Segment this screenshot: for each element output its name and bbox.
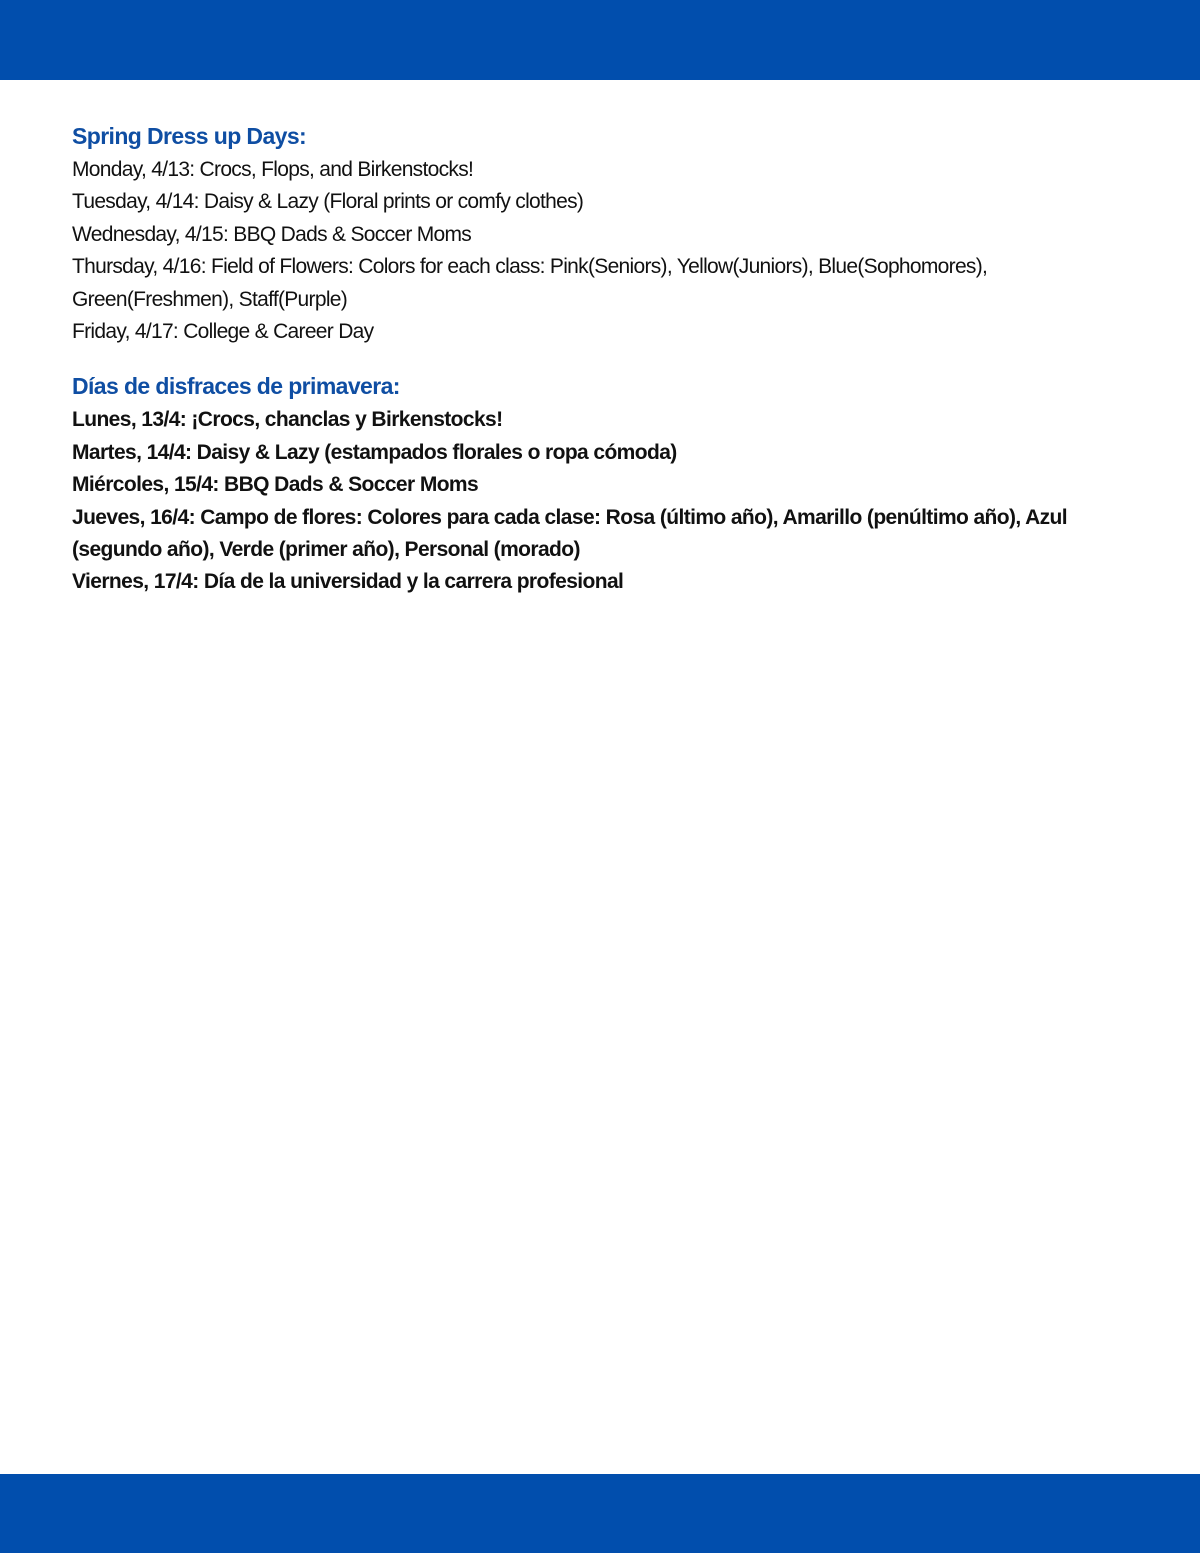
- section-heading-spanish: Días de disfraces de primavera:: [72, 373, 400, 400]
- section-spanish: [72, 368, 1132, 598]
- list-item: Jueves, 16/4: Campo de flores: Colores para cada clase: Rosa (último año), Amarillo (penúltimo año), Azul (segundo año), Verde (primer año), Personal (morado): [72, 505, 1068, 562]
- list-item: Wednesday, 4/15: BBQ Dads & Soccer Moms: [72, 222, 472, 246]
- section-english: [72, 118, 1132, 348]
- list-item: Monday, 4/13: Crocs, Flops, and Birkenstocks!: [72, 158, 474, 181]
- list-item: Martes, 14/4: Daisy & Lazy (estampados florales o ropa cómoda): [72, 440, 677, 464]
- footer-band: [0, 1474, 1200, 1553]
- dress-up-list-spanish: [72, 404, 1132, 598]
- list-item: Viernes, 17/4: Día de la universidad y la carrera profesional: [72, 570, 624, 594]
- list-item: Lunes, 13/4: ¡Crocs, chanclas y Birkenstocks!: [72, 408, 503, 432]
- dress-up-list-english: [72, 154, 1132, 348]
- list-item: Tuesday, 4/14: Daisy & Lazy (Floral prints or comfy clothes): [72, 190, 584, 214]
- document-body: [72, 118, 1132, 599]
- header-band: [0, 0, 1200, 80]
- list-item: Thursday, 4/16: Field of Flowers: Colors for each class: Pink(Seniors), Yellow(Juniors), Blue(Sophomores), Green(Freshmen), Staff(Purple): [72, 255, 988, 311]
- section-heading-english: Spring Dress up Days:: [72, 123, 307, 149]
- list-item: Miércoles, 15/4: BBQ Dads & Soccer Moms: [72, 473, 479, 497]
- list-item: Friday, 4/17: College & Career Day: [72, 320, 374, 344]
